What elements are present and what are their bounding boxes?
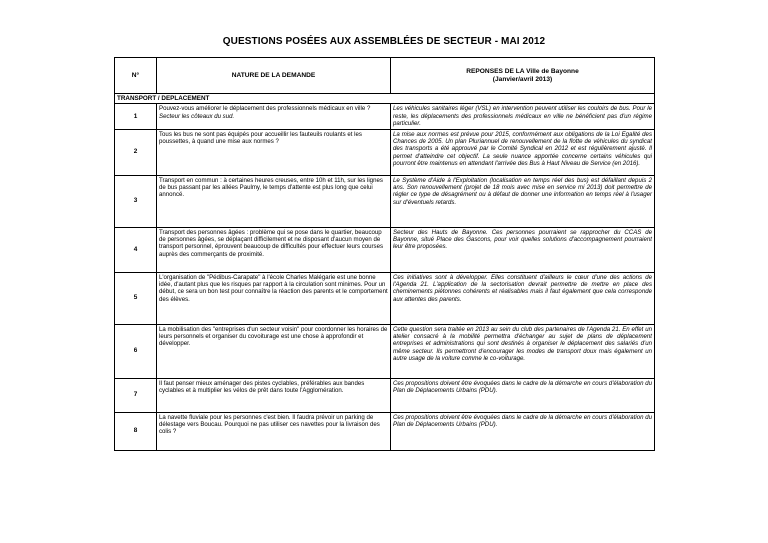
row-reponse: Ces propositions doivent être évoquées dans le cadre de la démarche en cours d'élaboration du Plan de Déplacements Urbains (PDU). (391, 412, 655, 450)
row-number: 3 (115, 175, 157, 227)
table-row (115, 129, 655, 175)
header-demande: NATURE DE LA DEMANDE (157, 58, 391, 94)
row-number: 2 (115, 129, 157, 175)
table-row (115, 104, 655, 129)
row-reponse: Les véhicules sanitaires léger (VSL) en intervention peuvent utiliser les couloirs de bus. Pour le reste, les déplacements des professionnels médicaux en ville ne bénéficient pas d'un régime particulier. (391, 104, 655, 129)
questions-table (114, 57, 655, 451)
row-reponse: Ces propositions doivent être évoquées dans le cadre de la démarche en cours d'élaboration du Plan de Déplacements Urbains (PDU). (391, 378, 655, 412)
section-title: TRANSPORT / DEPLACEMENT (115, 94, 655, 104)
row-number: 8 (115, 412, 157, 450)
header-reponses-date: (Janvier/avril 2013) (492, 75, 553, 83)
row-demande: La mobilisation des "entreprises d'un secteur voisin" pour coordonner les horaires de leurs personnels et organiser du covoiturage est une chose à approfondir et développer. (157, 324, 391, 378)
demande-text: Pouvez-vous améliorer le déplacement des professionnels médicaux en ville ? (159, 105, 371, 113)
row-demande: Transport des personnes âgées : problème qui se pose dans le quartier, beaucoup de personnes âgées, se déplaçant difficilement et ne disposant d'aucun moyen de transport personnel, éprouvent beaucoup de difficultés pour effectuer leurs courses auprès des commerçants de proximité. (157, 227, 391, 272)
row-number: 1 (115, 104, 157, 129)
row-demande (157, 104, 391, 129)
row-number: 4 (115, 227, 157, 272)
header-num: N° (115, 58, 157, 94)
row-demande: Tous les bus ne sont pas équipés pour accueillir les fauteuils roulants et les poussettes, à quand une mise aux normes ? (157, 129, 391, 175)
row-demande: Il faut penser mieux aménager des pistes cyclables, préférables aux bandes cyclables et à multiplier les vélos de prêt dans toute l'Agglomération. (157, 378, 391, 412)
table-row (115, 324, 655, 378)
row-reponse: La mise aux normes est prévue pour 2015, conformément aux obligations de la Loi Egalité des Chances de 2005. Un plan Pluriannuel de renouvellement de la flotte de véhicules du syndicat des transports a été approuvé par le Comité Syndical en 2012 et est régulièrement ajusté. Il permet d'atteindre cet objectif. La seule nuance apportée concerne certains véhicules qui pourront être maintenus en attendant l'arrivée des Bus à Haut Niveau de Service (en 2016). (391, 129, 655, 175)
row-number: 6 (115, 324, 157, 378)
row-reponse: Secteur des Hauts de Bayonne. Ces personnes pourraient se rapprocher du CCAS de Bayonne, situé Place des Gascons, pour voir quelles solutions d'accompagnement pourraient leur être proposées. (391, 227, 655, 272)
table-row (115, 378, 655, 412)
header-reponses (391, 58, 655, 94)
row-demande: La navette fluviale pour les personnes c'est bien. Il faudra prévoir un parking de délestage vers Boucau. Pourquoi ne pas utiliser ces navettes pour la livraison des colis ? (157, 412, 391, 450)
table-row (115, 412, 655, 450)
row-number: 5 (115, 272, 157, 324)
row-demande: L'organisation de "Pédibus-Carapate" à l'école Charles Malégarie est une bonne idée, d'autant plus que les risques par rapport à la circulation sont minimes. Pour un début, ce sera un bon test pour connaître la réaction des parents et le comportement des élèves. (157, 272, 391, 324)
table-row (115, 175, 655, 227)
demande-sector: Secteur les côteaux du sud. (159, 112, 235, 120)
row-reponse: Le Système d'Aide à l'Exploitation (localisation en temps réel des bus) est défaillant depuis 2 ans. Son renouvellement (projet de 18 mois avec mise en service mi 2013) doit permettre de régler ce type de désagrément ou à défaut de donner une information en temps réel à l'usager sur d'éventuels retards. (391, 175, 655, 227)
row-reponse: Ces initiatives sont à développer. Elles constituent d'ailleurs le cœur d'une des actions de l'Agenda 21. L'application de la sectorisation devrait permettre de mettre en place des cheminements piétonnes cohérents et réalisables mais il faut également que cela corresponde aux attentes des parents. (391, 272, 655, 324)
row-demande: Transport en commun : à certaines heures creuses, entre 10h et 11h, sur les lignes de bus passant par les allées Paulmy, le temps d'attente est plus long que celui annoncé. (157, 175, 391, 227)
row-reponse: Cette question sera traitée en 2013 au sein du club des partenaires de l'Agenda 21. En effet un atelier consacré à la mobilité permettra d'échanger au sujet de plans de déplacement entreprises et administrations qui sont destinés à organiser le déplacement des salariés d'un même secteur. Ils permettront d'encourager les modes de transport doux mais également un autre usage de la voiture comme le co-voiturage. (391, 324, 655, 378)
table-row (115, 227, 655, 272)
page-title: QUESTIONS POSÉES AUX ASSEMBLÉES DE SECTEUR - MAI 2012 (222, 36, 546, 47)
section-row (115, 94, 655, 104)
header-reponses-title: REPONSES DE LA Ville de Bayonne (466, 67, 579, 75)
table-header-row (115, 58, 655, 94)
table-row (115, 272, 655, 324)
row-number: 7 (115, 378, 157, 412)
